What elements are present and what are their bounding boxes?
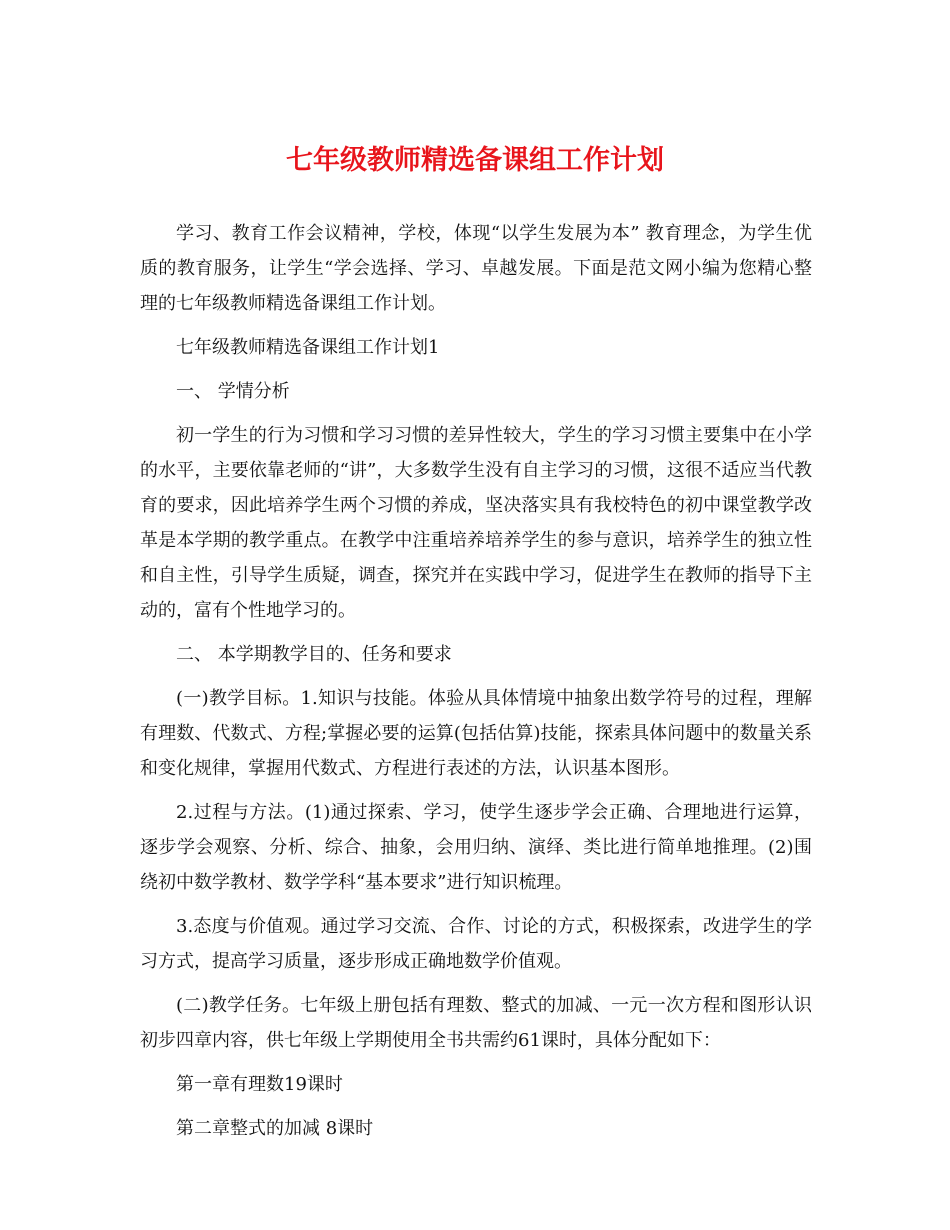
section-heading-1: 一、 学情分析 (176, 381, 290, 402)
document-body (140, 216, 812, 1155)
section-heading-2: 二、 本学期教学目的、任务和要求 (176, 644, 452, 665)
intro-paragraph: 学习、教育工作会议精神，学校，体现“以学生发展为本” 教育理念，为学生优质的教育服务，让学生“学会选择、学习、卓越发展。下面是范文网小编为您精心整理的七年级教师精选备课组工作计划。 (140, 223, 812, 314)
process-methods-paragraph: 2.过程与方法。(1)通过探索、学习，使学生逐步学会正确、合理地进行运算，逐步学会观察、分析、综合、抽象，会用归纳、演绎、类比进行简单地推理。(2)围绕初中数学教材、数学学科“基本要求”进行知识梳理。 (140, 802, 812, 893)
student-analysis-paragraph: 初一学生的行为习惯和学习习惯的差异性较大，学生的学习习惯主要集中在小学的水平，主要依靠老师的“讲”，大多数学生没有自主学习的习惯，这很不适应当代教育的要求，因此培养学生两个习惯的养成，坚决落实具有我校特色的初中课堂教学改革是本学期的教学重点。在教学中注重培养培养学生的参与意识，培养学生的独立性和自主性，引导学生质疑，调查，探究并在实践中学习，促进学生在教师的指导下主动的，富有个性地学习的。 (140, 425, 812, 621)
plan-heading: 七年级教师精选备课组工作计划1 (176, 337, 440, 358)
document-title: 七年级教师精选备课组工作计划 (286, 145, 664, 176)
teaching-tasks-paragraph: (二)教学任务。七年级上册包括有理数、整式的加减、一元一次方程和图形认识初步四章内容，供七年级上学期使用全书共需约61课时，具体分配如下： (140, 995, 812, 1051)
chapter-1-line: 第一章有理数19课时 (176, 1074, 343, 1095)
teaching-goals-paragraph: (一)教学目标。1.知识与技能。体验从具体情境中抽象出数学符号的过程，理解有理数、代数式、方程;掌握必要的运算(包括估算)技能，探索具体问题中的数量关系和变化规律，掌握用代数式、方程进行表述的方法，认识基本图形。 (140, 688, 812, 779)
attitude-values-paragraph: 3.态度与价值观。通过学习交流、合作、讨论的方式，积极探索，改进学生的学习方式，提高学习质量，逐步形成正确地数学价值观。 (140, 916, 812, 972)
chapter-2-line: 第二章整式的加减 8课时 (176, 1118, 374, 1139)
